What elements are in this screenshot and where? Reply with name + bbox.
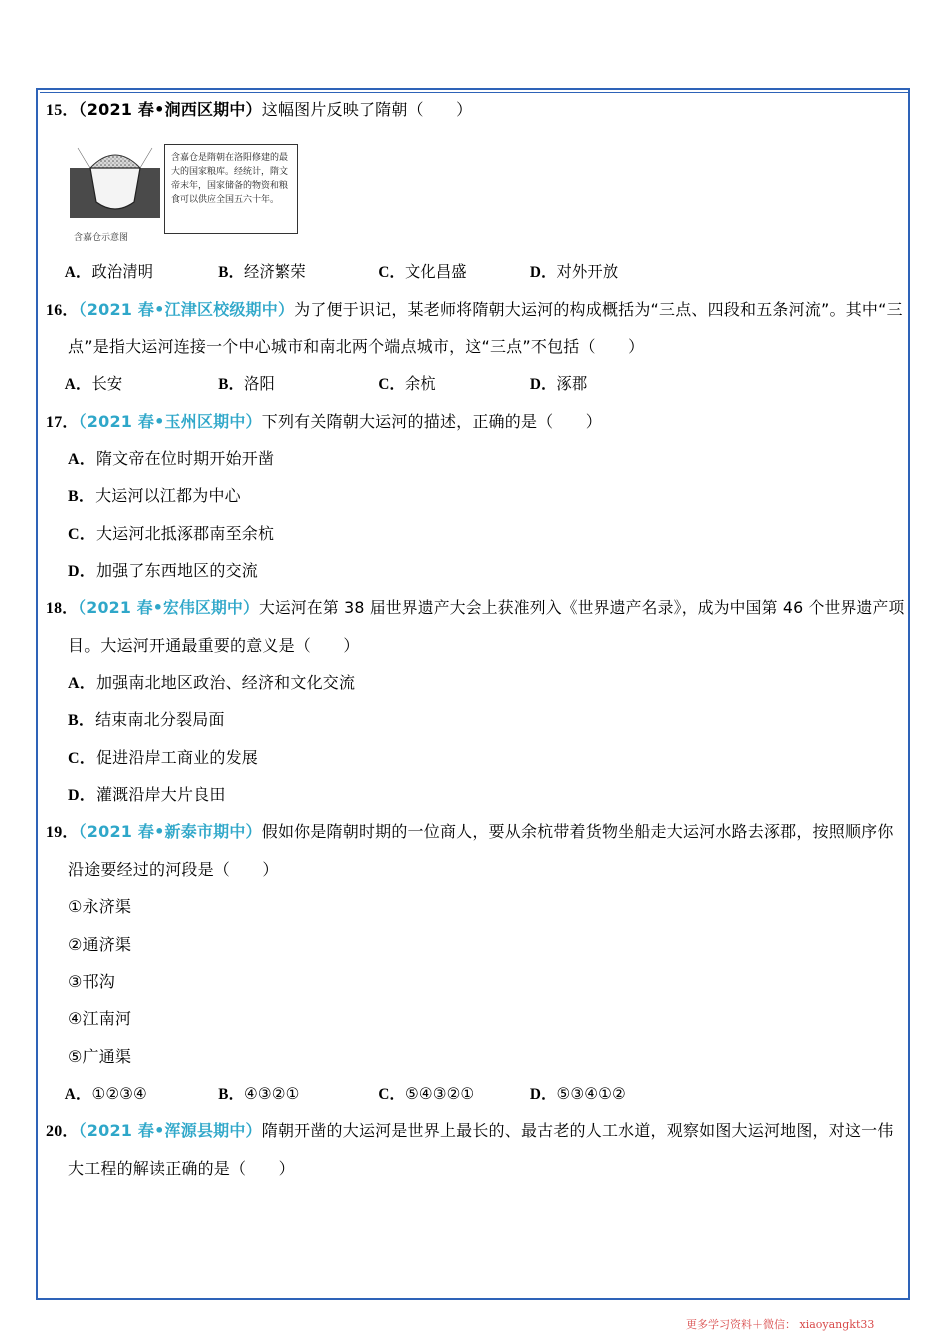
q19-item-5: ⑤广通渠 — [68, 1047, 132, 1066]
q18-option-d[interactable]: D．灌溉沿岸大片良田 — [68, 785, 226, 804]
q15-text: 这幅图片反映了隋朝（ ） — [261, 100, 473, 119]
q15-option-d[interactable]: D．对外开放 — [529, 262, 619, 281]
q15-options — [0, 261, 905, 283]
q19-stem: 19．（2021 春•新泰市期中）假如你是隋朝时期的一位商人，要从余杭带着货物坐船走大运河水路去涿郡，按照顺序你 — [46, 822, 894, 841]
q16-stem: 16．（2021 春•江津区校级期中）为了便于识记，某老师将隋朝大运河的构成概括为“三点、四段和五条河流”。其中“三 — [46, 300, 903, 319]
q19-item-1: ①永济渠 — [68, 897, 132, 916]
q19-text: 假如你是隋朝时期的一位商人，要从余杭带着货物坐船走大运河水路去涿郡，按照顺序你 — [261, 822, 894, 841]
q17-option-a[interactable]: A．隋文帝在位时期开始开凿 — [68, 449, 275, 468]
q15-stem — [46, 99, 472, 122]
footer-contact: 更多学习资料＋微信： xiaoyangkt33 — [686, 1318, 875, 1331]
frame-top-rule — [40, 92, 910, 96]
q17-option-c[interactable]: C．大运河北抵涿郡南至余杭 — [68, 524, 275, 543]
q20-source: （2021 春•浑源县期中） — [78, 1121, 262, 1140]
q19-item-2: ②通济渠 — [68, 935, 132, 954]
q17-source: （2021 春•玉州区期中） — [78, 412, 262, 431]
q16-option-a[interactable]: A．长安 — [64, 374, 123, 393]
q19-text-cont: 沿途要经过的河段是（ ） — [68, 860, 279, 879]
q20-text: 隋朝开凿的大运河是世界上最长的、最古老的人工水道，观察如图大运河地图，对这一伟 — [261, 1121, 894, 1140]
q17-option-d[interactable]: D．加强了东西地区的交流 — [68, 561, 258, 580]
q15-source: （2021 春•涧西区期中） — [78, 100, 262, 119]
q15-option-b[interactable]: B．经济繁荣 — [218, 262, 306, 281]
q16-option-b[interactable]: B．洛阳 — [218, 374, 275, 393]
q16-text: 为了便于识记，某老师将隋朝大运河的构成概括为“三点、四段和五条河流”。其中“三 — [294, 300, 903, 319]
q19-item-3: ③邗沟 — [68, 972, 115, 991]
q19-options — [0, 1083, 905, 1105]
q20-stem: 20．（2021 春•浑源县期中）隋朝开凿的大运河是世界上最长的、最古老的人工水道，观察如图大运河地图，对这一伟 — [46, 1121, 894, 1140]
figure-note: 含嘉仓是隋朝在洛阳修建的最大的国家粮库。经统计，隋文帝末年，国家储备的物资和粮食可以供应全国五六十年。 — [164, 144, 298, 234]
q18-option-b[interactable]: B．结束南北分裂局面 — [68, 710, 225, 729]
q17-text: 下列有关隋朝大运河的描述，正确的是（ ） — [261, 412, 602, 431]
q18-text: 大运河在第 38 届世界遗产大会上获准列入《世界遗产名录》，成为中国第 46 个世界遗产项 — [258, 598, 905, 617]
q19-option-d[interactable]: D．⑤③④①② — [529, 1084, 626, 1103]
granary-diagram — [68, 140, 162, 220]
q18-option-c[interactable]: C．促进沿岸工商业的发展 — [68, 748, 258, 767]
q15-number: 15． — [46, 102, 79, 119]
q18-source: （2021 春•宏伟区期中） — [78, 598, 259, 617]
q19-option-b[interactable]: B．④③②① — [218, 1084, 300, 1103]
q15-option-a[interactable]: A．政治清明 — [64, 262, 154, 281]
q19-item-4: ④江南河 — [68, 1009, 132, 1028]
q18-text-cont: 目。大运河开通最重要的意义是（ ） — [68, 636, 360, 655]
q17-stem: 17．（2021 春•玉州区期中）下列有关隋朝大运河的描述，正确的是（ ） — [46, 412, 602, 431]
q16-source: （2021 春•江津区校级期中） — [78, 300, 295, 319]
q18-stem: 18．（2021 春•宏伟区期中）大运河在第 38 届世界遗产大会上获准列入《世界遗产名录》，成为中国第 46 个世界遗产项 — [46, 598, 905, 617]
q16-option-d[interactable]: D．涿郡 — [529, 374, 588, 393]
q19-option-a[interactable]: A．①②③④ — [64, 1084, 147, 1103]
q19-option-c[interactable]: C．⑤④③②① — [378, 1084, 475, 1103]
q19-source: （2021 春•新泰市期中） — [78, 822, 262, 841]
q15-figure — [68, 140, 304, 244]
q16-option-c[interactable]: C．余杭 — [378, 374, 436, 393]
q17-option-b[interactable]: B．大运河以江都为中心 — [68, 486, 241, 505]
q15-option-c[interactable]: C．文化昌盛 — [378, 262, 467, 281]
q20-text-cont: 大工程的解读正确的是（ ） — [68, 1159, 295, 1178]
figure-caption: 含嘉仓示意图 — [74, 233, 129, 243]
q18-option-a[interactable]: A．加强南北地区政治、经济和文化交流 — [68, 673, 356, 692]
q16-text-cont: 点”是指大运河连接一个中心城市和南北两个端点城市，这“三点”不包括（ ） — [68, 337, 645, 356]
q16-options — [0, 373, 905, 395]
